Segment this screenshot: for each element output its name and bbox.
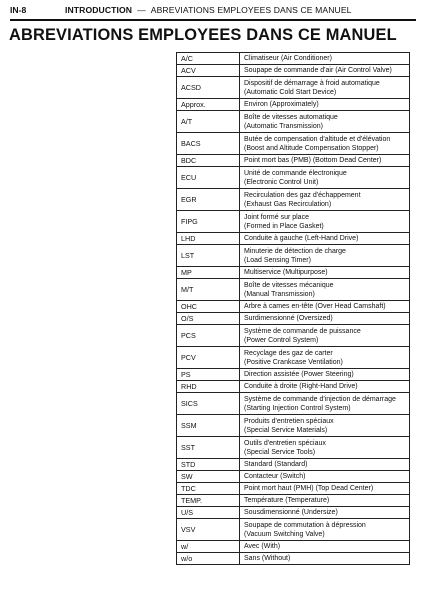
- abbreviation-code: Approx.: [177, 99, 240, 111]
- description-line: Avec (With): [244, 543, 281, 550]
- table-row: [177, 495, 410, 507]
- table-row: [177, 437, 410, 459]
- description-line: Unité de commande électronique: [244, 169, 347, 177]
- abbreviation-code: BDC: [177, 155, 240, 167]
- page-header: [10, 3, 416, 17]
- abbreviation-code: O/S: [177, 313, 240, 325]
- description-line: Système de commande d'injection de démarrage: [244, 395, 396, 403]
- abbreviation-description: [240, 347, 410, 369]
- abbreviation-description: [240, 267, 410, 279]
- abbreviation-code: ECU: [177, 167, 240, 189]
- abbreviation-code: OHC: [177, 301, 240, 313]
- description-line: Soupape de commande d'air (Air Control Valve): [244, 67, 392, 74]
- table-row: [177, 507, 410, 519]
- description-line: (Load Sensing Timer): [244, 256, 311, 264]
- description-line: Point mort haut (PMH) (Top Dead Center): [244, 485, 374, 492]
- description-line: Minuterie de détection de charge: [244, 247, 346, 255]
- description-line: (Exhaust Gas Recirculation): [244, 200, 332, 208]
- abbreviation-code: PCV: [177, 347, 240, 369]
- abbreviation-description: [240, 393, 410, 415]
- description-line: (Automatic Transmission): [244, 122, 323, 130]
- abbreviation-description: [240, 437, 410, 459]
- abbreviation-description: [240, 155, 410, 167]
- abbreviation-code: PCS: [177, 325, 240, 347]
- description-line: Sans (Without): [244, 555, 291, 562]
- table-row: [177, 155, 410, 167]
- table-row: [177, 53, 410, 65]
- table-row: [177, 393, 410, 415]
- abbreviation-code: A/C: [177, 53, 240, 65]
- description-line: Direction assistée (Power Steering): [244, 371, 354, 378]
- table-row: [177, 553, 410, 565]
- description-line: Boîte de vitesses automatique: [244, 113, 338, 121]
- running-title: [65, 5, 352, 15]
- description-line: (Power Control System): [244, 336, 319, 344]
- abbreviation-description: [240, 381, 410, 393]
- description-line: Conduite à gauche (Left-Hand Drive): [244, 235, 359, 242]
- table-row: [177, 301, 410, 313]
- abbreviation-code: w/o: [177, 553, 240, 565]
- abbreviation-code: M/T: [177, 279, 240, 301]
- description-line: Sousdimensionné (Undersize): [244, 509, 338, 516]
- table-row: [177, 99, 410, 111]
- abbreviation-code: LST: [177, 245, 240, 267]
- description-line: Surdimensionné (Oversized): [244, 315, 333, 322]
- abbreviation-description: [240, 111, 410, 133]
- table-row: [177, 415, 410, 437]
- description-line: Environ (Approximately): [244, 101, 319, 108]
- abbreviation-code: LHD: [177, 233, 240, 245]
- abbreviation-code: A/T: [177, 111, 240, 133]
- abbreviation-description: [240, 459, 410, 471]
- abbreviation-description: [240, 369, 410, 381]
- abbreviation-description: [240, 77, 410, 99]
- description-line: Point mort bas (PMB) (Bottom Dead Center): [244, 157, 382, 164]
- table-row: [177, 211, 410, 233]
- description-line: (Special Service Tools): [244, 448, 316, 456]
- table-row: [177, 77, 410, 99]
- description-line: Joint formé sur place: [244, 213, 309, 221]
- table-row: [177, 459, 410, 471]
- abbreviation-code: VSV: [177, 519, 240, 541]
- abbreviation-code: SST: [177, 437, 240, 459]
- abbreviation-code: TDC: [177, 483, 240, 495]
- table-row: [177, 381, 410, 393]
- description-line: Recirculation des gaz d'échappement: [244, 191, 361, 199]
- abbreviation-code: U/S: [177, 507, 240, 519]
- abbreviation-description: [240, 233, 410, 245]
- description-line: Arbre à cames en-tête (Over Head Camshaft): [244, 303, 386, 310]
- table-row: [177, 167, 410, 189]
- table-row: [177, 189, 410, 211]
- abbreviation-code: FIPG: [177, 211, 240, 233]
- table-row: [177, 267, 410, 279]
- table-row: [177, 471, 410, 483]
- abbreviation-description: [240, 553, 410, 565]
- description-line: (Vacuum Switching Valve): [244, 530, 325, 538]
- abbreviation-description: [240, 99, 410, 111]
- abbreviation-code: SW: [177, 471, 240, 483]
- table-row: [177, 325, 410, 347]
- abbreviation-code: PS: [177, 369, 240, 381]
- description-line: (Boost and Altitude Compensation Stopper): [244, 144, 379, 152]
- abbreviation-code: SICS: [177, 393, 240, 415]
- abbreviation-description: [240, 279, 410, 301]
- description-line: Recyclage des gaz de carter: [244, 349, 333, 357]
- description-line: (Formed in Place Gasket): [244, 222, 324, 230]
- abbreviation-description: [240, 507, 410, 519]
- description-line: Multiservice (Multipurpose): [244, 269, 328, 276]
- abbreviation-description: [240, 519, 410, 541]
- abbreviation-code: ACSD: [177, 77, 240, 99]
- description-line: Butée de compensation d'altitude et d'élévation: [244, 135, 391, 143]
- description-line: Boîte de vitesses mécanique: [244, 281, 334, 289]
- abbreviation-description: [240, 495, 410, 507]
- running-title-separator: —: [137, 5, 146, 15]
- abbreviation-description: [240, 65, 410, 77]
- description-line: (Positive Crankcase Ventilation): [244, 358, 343, 366]
- table-row: [177, 133, 410, 155]
- description-line: (Electronic Control Unit): [244, 178, 319, 186]
- table-row: [177, 519, 410, 541]
- abbreviation-code: STD: [177, 459, 240, 471]
- abbreviation-description: [240, 541, 410, 553]
- abbreviation-description: [240, 301, 410, 313]
- description-line: Produits d'entretien spéciaux: [244, 417, 334, 425]
- table-row: [177, 65, 410, 77]
- description-line: Conduite à droite (Right-Hand Drive): [244, 383, 358, 390]
- description-line: (Manual Transmission): [244, 290, 315, 298]
- description-line: Climatiseur (Air Conditioner): [244, 55, 332, 62]
- abbreviation-code: EGR: [177, 189, 240, 211]
- abbreviation-description: [240, 189, 410, 211]
- page-title: ABREVIATIONS EMPLOYEES DANS CE MANUEL: [9, 26, 397, 44]
- running-title-section: INTRODUCTION: [65, 5, 133, 15]
- page-number: IN-8: [10, 5, 27, 15]
- abbreviation-code: MP: [177, 267, 240, 279]
- table-row: [177, 279, 410, 301]
- description-line: (Automatic Cold Start Device): [244, 88, 337, 96]
- table-row: [177, 347, 410, 369]
- abbreviations-table-body: [177, 53, 410, 565]
- description-line: Standard (Standard): [244, 461, 308, 468]
- abbreviation-code: TEMP.: [177, 495, 240, 507]
- table-row: [177, 369, 410, 381]
- table-row: [177, 541, 410, 553]
- abbreviation-description: [240, 133, 410, 155]
- description-line: (Starting Injection Control System): [244, 404, 351, 412]
- table-row: [177, 233, 410, 245]
- table-row: [177, 483, 410, 495]
- abbreviation-code: ACV: [177, 65, 240, 77]
- description-line: Système de commande de puissance: [244, 327, 361, 335]
- abbreviation-code: w/: [177, 541, 240, 553]
- abbreviation-description: [240, 313, 410, 325]
- abbreviation-description: [240, 471, 410, 483]
- description-line: Soupape de commutation à dépression: [244, 521, 366, 529]
- table-row: [177, 245, 410, 267]
- running-title-subtitle: ABREVIATIONS EMPLOYEES DANS CE MANUEL: [150, 5, 352, 15]
- abbreviation-description: [240, 53, 410, 65]
- abbreviation-description: [240, 483, 410, 495]
- abbreviation-code: BACS: [177, 133, 240, 155]
- abbreviation-description: [240, 415, 410, 437]
- header-rule: [10, 19, 416, 21]
- abbreviation-description: [240, 211, 410, 233]
- abbreviation-description: [240, 325, 410, 347]
- abbreviations-table: [176, 52, 410, 565]
- description-line: Outils d'entretien spéciaux: [244, 439, 326, 447]
- abbreviation-code: SSM: [177, 415, 240, 437]
- description-line: Dispositif de démarrage à froid automatique: [244, 79, 380, 87]
- description-line: Température (Temperature): [244, 497, 330, 504]
- abbreviation-code: RHD: [177, 381, 240, 393]
- description-line: Contacteur (Switch): [244, 473, 306, 480]
- description-line: (Special Service Materials): [244, 426, 328, 434]
- table-row: [177, 313, 410, 325]
- abbreviation-description: [240, 245, 410, 267]
- table-row: [177, 111, 410, 133]
- abbreviation-description: [240, 167, 410, 189]
